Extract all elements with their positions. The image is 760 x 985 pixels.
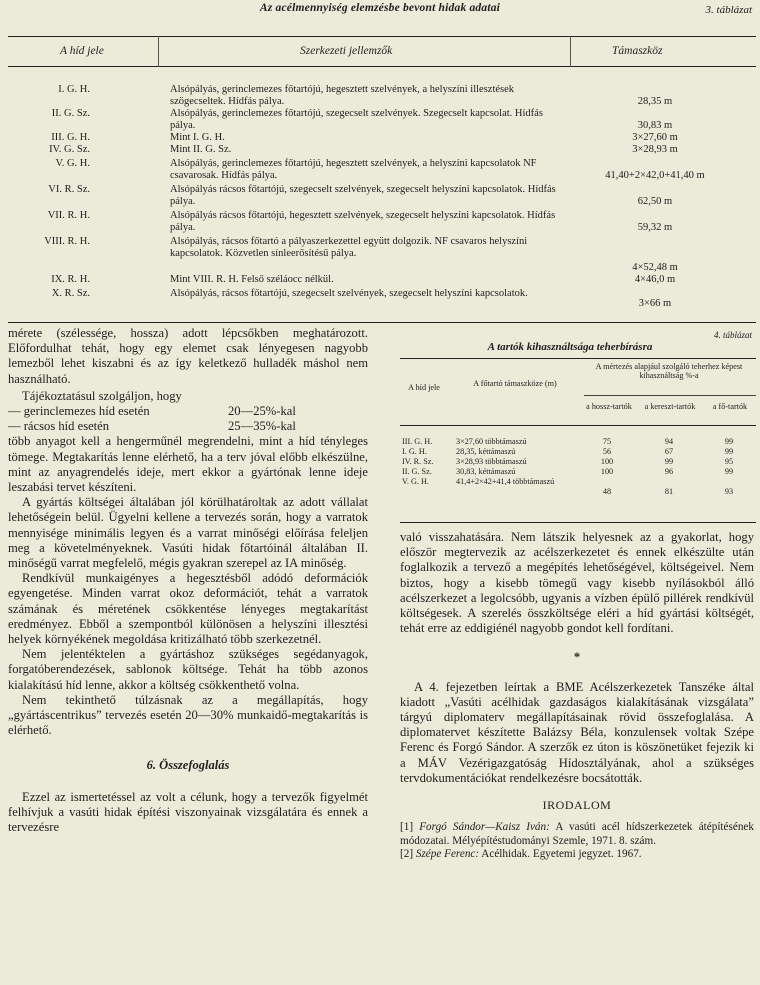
row-value: 100 bbox=[600, 457, 614, 466]
list-item-value: 25—35%-kal bbox=[228, 419, 296, 434]
table4-header-c3: a fő-tartók bbox=[712, 402, 748, 411]
row-value: 99 bbox=[724, 467, 734, 476]
table4-header-group: A mértezés alapjául szolgáló teherhez képest kihasználtság %-a bbox=[595, 362, 743, 381]
row-id: I. G. H. bbox=[58, 84, 90, 95]
row-desc: Alsópályás, rácsos főtartójú, szegecselt szelvények, szegecselt helyszíni kapcsolatok. bbox=[170, 288, 528, 299]
row-id: VIII. R. H. bbox=[44, 236, 90, 247]
row-id: V. G. H. bbox=[402, 477, 429, 486]
table3-title: Az acélmennyiség elemzésbe bevont hidak adatai bbox=[259, 2, 501, 14]
row-value: 56 bbox=[602, 447, 612, 456]
row-desc: Alsópályás, rácsos főtartó a pályaszerkezettel együtt dolgozik. NF csavaros helyszíni kapcsolatok. Közvetlen sínleerősítésű pálya. bbox=[170, 236, 528, 260]
paragraph: mérete (szélessége, hossza) adott lépcsőkben meghatározott. Előfordulhat tehát, hogy egy elemet csak lényegesen nagyobb lemezből lehet kiszabni és az így keletkező hulladék máshol nem használható. bbox=[8, 326, 368, 386]
row-span: 41,40+2×42,0+41,40 m bbox=[605, 170, 705, 181]
table3-header-rule bbox=[8, 66, 756, 67]
table3-number: 3. táblázat bbox=[705, 4, 752, 16]
list-item-label: — rácsos híd esetén bbox=[8, 419, 110, 434]
row-desc: Mint II. G. Sz. bbox=[170, 144, 232, 155]
row-id: X. R. Sz. bbox=[51, 288, 90, 299]
table-row bbox=[400, 447, 756, 457]
row-id: II. G. Sz. bbox=[51, 108, 90, 119]
list-item bbox=[8, 404, 368, 419]
row-value: 67 bbox=[664, 447, 674, 456]
table3-header-span: Támaszköz bbox=[612, 45, 663, 57]
reference-item bbox=[400, 821, 754, 848]
row-id: II. G. Sz. bbox=[402, 467, 432, 476]
row-span: 41,4+2×42+41,4 többtámaszú bbox=[456, 477, 555, 486]
table3-vrule bbox=[158, 36, 159, 67]
list-item-value: 20—25%-kal bbox=[228, 404, 296, 419]
table-row bbox=[400, 457, 756, 467]
row-id: VII. R. H. bbox=[47, 210, 90, 221]
row-desc: Alsópályás rácsos főtartójú, szegecselt szelvények, szegecselt helyszíni kapcsolatok. Hídfás pálya. bbox=[170, 184, 556, 208]
row-id: IV. R. Sz. bbox=[402, 457, 434, 466]
paragraph: több anyagot kell a hengerműnél megrendelni, mint a híd tényleges tömege. Megtakarítás lenne elérhető, ha a terv jóval előbb elkészülne, mint az anyagrendelés ideje, mert ekkor a gyártónak lenne ideje leszabási tervet készíteni. bbox=[8, 434, 368, 495]
row-value: 48 bbox=[602, 487, 612, 496]
row-id: I. G. H. bbox=[402, 447, 427, 456]
paragraph: Rendkívül munkaigényes a hegesztésből adódó deformációk egyengetése. Minden varrat okoz deformációt, tehát a varratok számának és méretének csökkentése lényeges megtakarítást eredményez. Ebből a szempontból különösen a helyszíni illesztési helyek környékének megoldása kritizálható több szerkezetnél. bbox=[8, 571, 368, 647]
row-value: 99 bbox=[724, 447, 734, 456]
table4-header-rule bbox=[400, 425, 756, 426]
row-id: III. G. H. bbox=[402, 437, 433, 446]
right-column bbox=[400, 530, 754, 862]
table3-vrule bbox=[570, 36, 571, 67]
paragraph: Nem jelentéktelen a gyártáshoz szükséges segédanyagok, forgatóberendezések, sablonok költsége. Tehát ha több azonos kialakítású híd lenne, akkor a költség csökkenthető volna. bbox=[8, 647, 368, 692]
row-desc: Mint I. G. H. bbox=[170, 132, 225, 143]
row-desc: Alsópályás rácsos főtartójú, hegesztett szelvények, szegecselt helyszíni kapcsolatok. Hídfás pálya. bbox=[170, 210, 556, 234]
row-span: 3×28,93 m bbox=[632, 144, 678, 155]
row-span: 62,50 m bbox=[637, 196, 673, 207]
reference-text: Acélhidak. Egyetemi jegyzet. 1967. bbox=[481, 848, 642, 861]
table3-header-id: A híd jele bbox=[60, 45, 104, 57]
list-item bbox=[8, 419, 368, 434]
paragraph: Nem tekinthető túlzásnak az a megállapítás, hogy „gyártáscentrikus” tervezés esetén 20—30% munkaidő-megtakarítás is elérhető. bbox=[8, 692, 368, 738]
row-value: 100 bbox=[600, 467, 614, 476]
table4-title: A tartók kihasználtsága teherbírásra bbox=[487, 341, 653, 353]
table3-bottom-rule bbox=[8, 322, 756, 323]
row-value: 99 bbox=[664, 457, 674, 466]
table4-number: 4. táblázat bbox=[713, 330, 752, 340]
reference-author: Szépe Ferenc: bbox=[415, 848, 480, 861]
row-span: 3×28,93 többtámaszú bbox=[456, 457, 527, 466]
row-value: 75 bbox=[602, 437, 612, 446]
table3-top-rule bbox=[8, 36, 756, 37]
table4-bottom-rule bbox=[400, 522, 756, 523]
row-span: 28,35 m bbox=[637, 96, 673, 107]
row-id: III. G. H. bbox=[51, 132, 90, 143]
row-span: 30,83 m bbox=[637, 120, 673, 131]
table4-header-id: A híd jele bbox=[408, 383, 440, 392]
section-title: 6. Összefoglalás bbox=[146, 758, 230, 773]
table3-header-desc: Szerkezeti jellemzők bbox=[300, 45, 393, 57]
reference-number: [2] bbox=[400, 848, 414, 861]
table4-header-span: A főtartó támaszköze (m) bbox=[473, 379, 557, 388]
reference-item bbox=[400, 848, 754, 862]
table4-header-c2: a kereszt-tartók bbox=[644, 402, 696, 411]
table4-header-c1: a hossz-tartók bbox=[586, 402, 632, 411]
reference-author: Forgó Sándor—Kaisz Iván: bbox=[419, 821, 550, 834]
row-id: V. G. H. bbox=[55, 158, 90, 169]
row-value: 95 bbox=[724, 457, 734, 466]
paragraph: Tájékoztatásul szolgáljon, hogy bbox=[22, 388, 182, 403]
table4-top-rule bbox=[400, 358, 756, 359]
row-id: IV. G. Sz. bbox=[49, 144, 90, 155]
table4-group-rule bbox=[584, 395, 756, 396]
list-item-label: — gerinclemezes híd esetén bbox=[8, 404, 150, 419]
row-desc: Mint VIII. R. H. Felső széláocc nélkül. bbox=[170, 274, 334, 285]
row-span: 30,83, kéttámaszú bbox=[456, 467, 516, 476]
row-span: 4×46,0 m bbox=[634, 274, 676, 285]
separator-star: * bbox=[573, 650, 581, 665]
row-span: 4×52,48 m bbox=[632, 262, 678, 273]
paragraph: Ezzel az ismertetéssel az volt a célunk, hogy a tervezők figyelmét felhívjuk a vasúti hidak építési viszonyainak vizsgálatára és ennek a tervezésre bbox=[8, 789, 368, 835]
row-value: 96 bbox=[664, 467, 674, 476]
table-row bbox=[400, 467, 756, 477]
row-id: IX. R. H. bbox=[51, 274, 90, 285]
row-value: 93 bbox=[724, 487, 734, 496]
row-span: 3×27,60 többtámaszú bbox=[456, 437, 527, 446]
row-value: 99 bbox=[724, 437, 734, 446]
row-span: 3×66 m bbox=[638, 298, 672, 309]
row-desc: Alsópályás, gerinclemezes főtartójú, hegesztett szelvények, a helyszíni illesztések szögecseltek. Hídfás pálya. bbox=[170, 84, 515, 108]
references-title: IRODALOM bbox=[542, 798, 612, 813]
table-row bbox=[400, 477, 756, 501]
row-span: 28,35, kéttámaszú bbox=[456, 447, 516, 456]
row-id: VI. R. Sz. bbox=[48, 184, 90, 195]
row-value: 81 bbox=[664, 487, 674, 496]
left-column bbox=[8, 326, 368, 835]
reference-text: A vasúti acél hídszerkezetek átépítésének módozatai. Mélyépítéstudományi Szemle, 1971. 8. szám. bbox=[400, 821, 754, 847]
table-row bbox=[400, 437, 756, 447]
paragraph: A gyártás költségei általában jól körülhatároltak az adott vállalat lehetőségein belül. Ügyelni kellene a tervezés során, hogy a varratok mennyisége minimális legyen és a varrat minőségi előírása feleljen meg a követelményeknek. Vasúti hidak főtartóinál általában II. minőségű varrat megfelelő, mégis gyakran szerepel az IA minőség. bbox=[8, 495, 368, 571]
paragraph: A 4. fejezetben leírtak a BME Acélszerkezetek Tanszéke által kiadott „Vasúti acélhidak gazdaságos kialakításának vizsgálata” tárgyú diplomaterv megállapításainak rövid összefoglalása. A diplomatervet készítette Balázsy Béla, konzulensek voltak Szépe Ferenc és Forgó Sándor. A szerzők ez úton is köszönetüket fejezik ki a MÁV Vezérigazgatóság Hídosztályának, ahol a szükséges tervdokumentációkat rendelkezésre bocsátották. bbox=[400, 679, 754, 785]
reference-number: [1] bbox=[400, 821, 414, 834]
row-value: 94 bbox=[664, 437, 674, 446]
row-span: 59,32 m bbox=[637, 222, 673, 233]
row-span: 3×27,60 m bbox=[632, 132, 678, 143]
paragraph: való visszahatására. Nem látszik helyesnek az a gyakorlat, hogy először megtervezik az acélszerkezetet és ennek elkészülte után foglalkozik a tervező a megépítés lehetőségével, költségeivel. Nem biztos, hogy a kisebb tömegű vagy kisebb nyílásokból álló acélszerkezet a legolcsóbb, ugyanis a vízben épülő pillérek rendkívül költségesek. A szerelés összköltsége eléri a híd gyártási költségét, tehát erre az eddigiénél nagyobb gondot kell fordítani. bbox=[400, 530, 754, 636]
row-desc: Alsópályás, gerinclemezes főtartójú, szegecselt szelvények. Szegecselt kapcsolat. Hídfás pálya. bbox=[170, 108, 543, 132]
row-desc: Alsópályás, gerinclemezes főtartójú, hegesztett szelvények, a helyszíni kapcsolatok NF csavarosak. Hídfás pálya. bbox=[170, 158, 537, 182]
